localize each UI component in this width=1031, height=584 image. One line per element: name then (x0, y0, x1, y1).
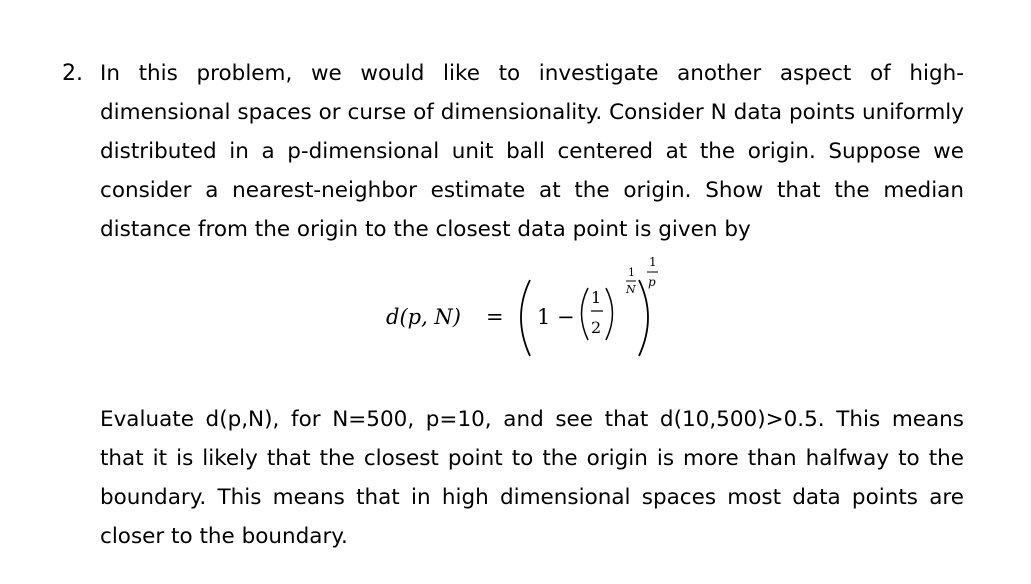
problem-paragraph-intro: In this problem, we would like to investigate another aspect of high-dimensional spaces or curse of dimensionality. Consider N data points uniformly distributed in a p-dimensional unit ball centered at the origin. Suppose we consider a nearest-neighbor estimate at the origin. Show that the median distance from the origin to the closest data point is given by (100, 61, 964, 242)
frac-denominator: 2 (591, 318, 602, 337)
outer-exp-numerator: 1 (649, 255, 657, 269)
outer-left-paren (521, 280, 530, 356)
inner-exp-numerator: 1 (628, 266, 635, 279)
outer-exp-denominator: p (648, 275, 656, 289)
inner-right-paren (606, 288, 613, 340)
formula-one: 1 (537, 305, 551, 329)
formula-minus: − (557, 305, 575, 329)
formula-equals: = (486, 305, 504, 329)
formula-lhs: d(p, N) (386, 305, 461, 329)
inner-exp-denominator: N (626, 283, 636, 296)
problem-number: 2. (62, 61, 83, 86)
problem-paragraph-evaluate: Evaluate d(p,N), for N=500, p=10, and see that d(10,500)>0.5. This means that it is likely that the closest point to the origin is more than halfway to the boundary. This means that in high dimensional spaces most data points are closer to the boundary. (100, 407, 964, 549)
outer-right-paren (639, 280, 648, 356)
frac-numerator: 1 (591, 288, 602, 307)
inner-left-paren (582, 288, 589, 340)
